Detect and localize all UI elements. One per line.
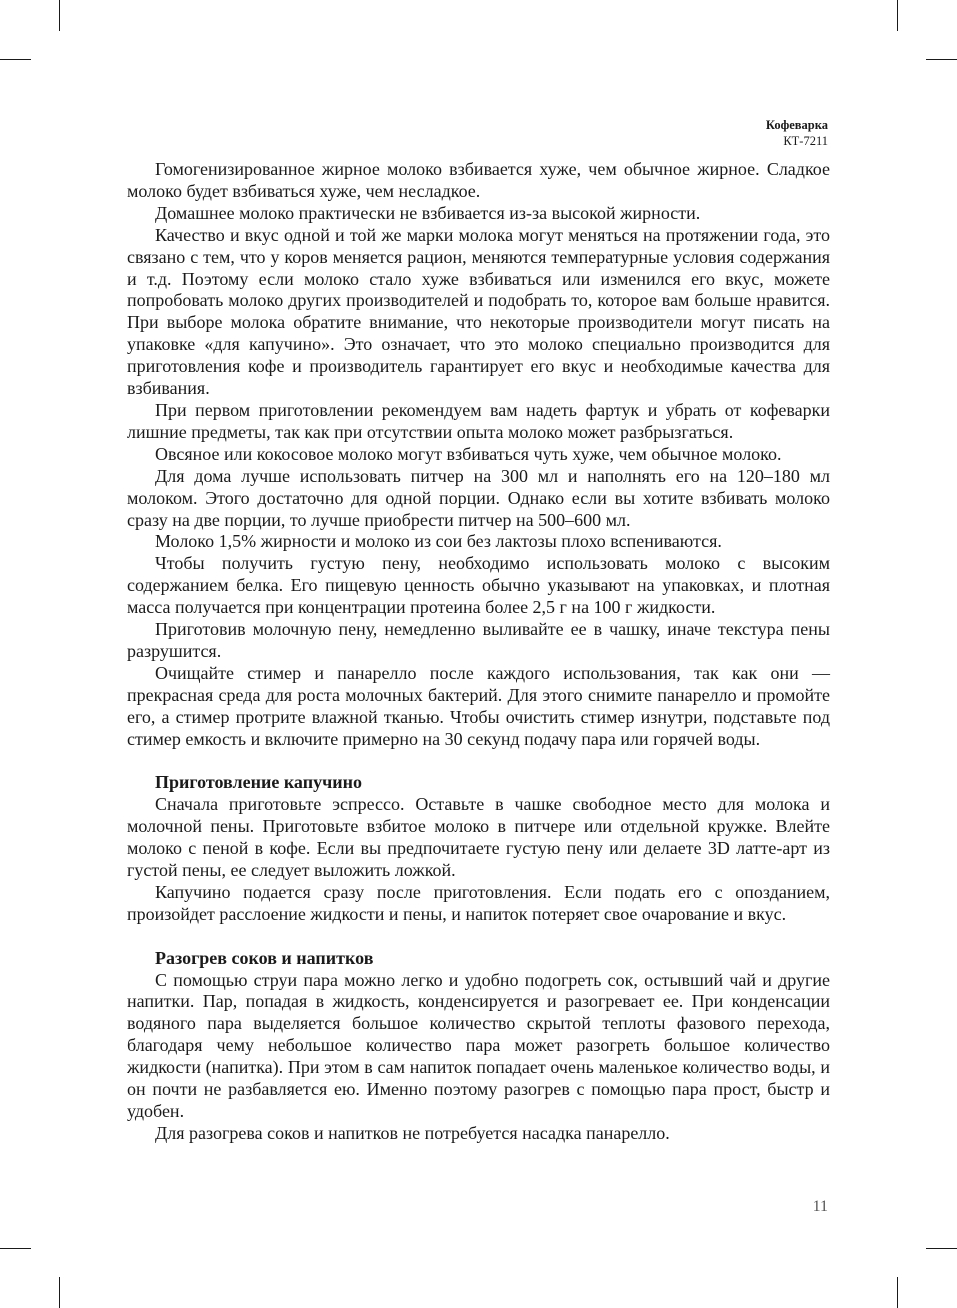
section-heading-cappuccino: Приготовление капучино xyxy=(155,772,362,793)
crop-mark xyxy=(0,1248,31,1249)
paragraph: Приготовив молочную пену, немедленно выливайте ее в чашку, иначе текстура пены разрушится. xyxy=(127,619,830,661)
crop-mark xyxy=(59,0,60,31)
paragraph: Гомогенизированное жирное молоко взбивается хуже, чем обычное жирное. Сладкое молоко будет взбиваться хуже, чем несладкое. xyxy=(127,159,830,201)
paragraph: Для дома лучше использовать питчер на 300 мл и наполнять его на 120–180 мл молоком. Этого достаточно для одной порции. Однако если вы хотите взбивать молоко сразу на две порции, то лучше приобрести питчер на 500–600 мл. xyxy=(127,465,830,530)
section-heading-heating: Разогрев соков и напитков xyxy=(155,947,374,968)
paragraph: Сначала приготовьте эспрессо. Оставьте в чашке свободное место для молока и молочной пены. Приготовьте взбитое молоко в питчере или отдельной кружке. Влейте молоко с пеной в кофе. Если вы предпочитаете густую пену или делаете 3D латте-арт из густой пены, ее следует выложить ложкой. xyxy=(127,794,830,880)
paragraph: При первом приготовлении рекомендуем вам надеть фартук и убрать от кофеварки лишние предметы, так как при отсутствии опыта молоко может разбрызгаться. xyxy=(127,399,830,442)
paragraph: Качество и вкус одной и той же марки молока могут меняться на протяжении года, это связано с тем, что у коров меняется рацион, меняются температурные условия содержания и т.д. Поэтому если молоко стало хуже взбиваться или изменился его вкус, можете попробовать молоко других производителей и подобрать то, которое вам больше нравится. При выборе молока обратите внимание, что некоторые производители могут писать на упаковке «для капучино». Это означает, что это молоко специально производится для приготовления кофе и производитель гарантирует его вкус и необходимые качества для взбивания. xyxy=(127,224,830,399)
header-title: Кофеварка xyxy=(765,118,828,132)
running-header xyxy=(766,117,828,149)
paragraph: Молоко 1,5% жирности и молоко из сои без лактозы плохо вспениваются. xyxy=(155,531,722,552)
paragraph: Для разогрева соков и напитков не потребуется насадка панарелло. xyxy=(155,1122,670,1143)
crop-mark xyxy=(897,1277,898,1308)
paragraph: Домашнее молоко практически не взбивается из-за высокой жирности. xyxy=(155,202,701,223)
paragraph: Очищайте стимер и панарелло после каждого использования, так как они — прекрасная среда для роста молочных бактерий. Для этого снимите панарелло и промойте его, а стимер протрите влажной тканью. Чтобы очистить стимер изнутри, подставьте под стимер емкость и включите примерно на 30 секунд подачу пара или горячей воды. xyxy=(127,662,830,749)
paragraph: Овсяное или кокосовое молоко могут взбиваться чуть хуже, чем обычное молоко. xyxy=(155,443,782,464)
page-number: 11 xyxy=(812,1198,828,1215)
crop-mark xyxy=(926,59,957,60)
paragraph: С помощью струи пара можно легко и удобно подогреть сок, остывший чай и другие напитки. Пар, попадая в жидкость, конденсируется и разогревает ее. При конденсации водяного пара выделяется большое количество скрытой теплоты фазового перехода, благодаря чему небольшое количество пара может разогреть большое количество жидкости (напитка). При этом в сам напиток попадает очень маленькое количество воды, и он почти не разбавляется ею. Именно поэтому разогрев с помощью пара прост, быстр и удобен. xyxy=(127,969,830,1121)
crop-mark xyxy=(897,0,898,31)
page-body xyxy=(127,159,830,1145)
crop-mark xyxy=(926,1248,957,1249)
crop-mark xyxy=(59,1277,60,1308)
crop-mark xyxy=(0,59,31,60)
header-model: КТ-7211 xyxy=(783,134,828,148)
paragraph: Капучино подается сразу после приготовления. Если подать его с опозданием, произойдет расслоение жидкости и пены, и напиток потеряет свое очарование и вкус. xyxy=(127,881,830,924)
paragraph: Чтобы получить густую пену, необходимо использовать молоко с высоким содержанием белка. Его пищевую ценность обычно указывают на упаковках, и плотная масса получается при концентрации протеина более 2,5 г на 100 г жидкости. xyxy=(127,553,830,618)
